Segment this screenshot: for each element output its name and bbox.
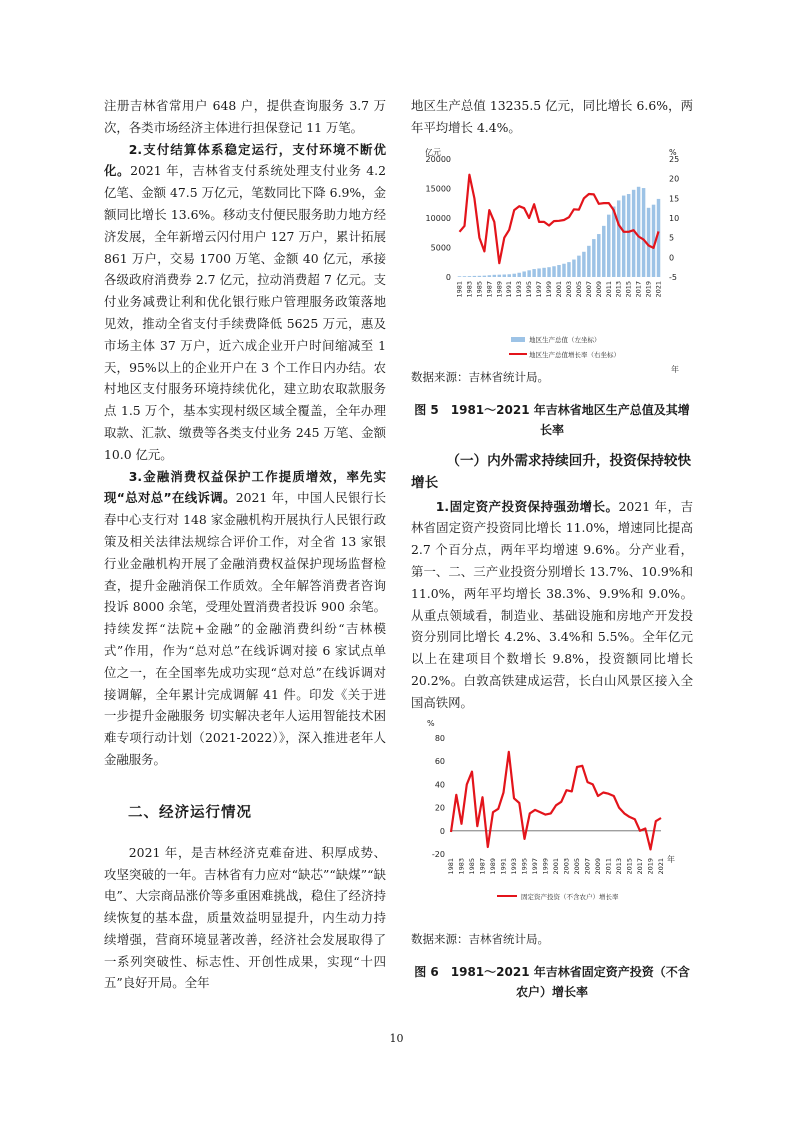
gdp-bar (637, 186, 640, 276)
body-investment: 2021 年，吉林省固定资产投资同比增长 11.0%，增速同比提高 2.7 个百分点，两年平均增速 9.6%。分产业看，第一、二、三产业投资分别增长 13.7%、10.9%和 11.0%，两年平均增长 38.3%、9.9%和 9.0%。从重点领域看，制造业、基础设施和房地产开发投资分别同比增长 4.2%、3.4%和 5.5%。全年亿元以上在建项目个数增长 9.8%，投资额同比增长 20.2%。白敦高铁建成运营，长白山风景区接入全国高铁网。 (411, 498, 693, 710)
x-tick-label: 1997 (531, 857, 539, 875)
x-tick-label: 2017 (636, 857, 644, 875)
x-tick-label: 2005 (573, 857, 581, 875)
gdp-bar (527, 270, 530, 277)
gdp-bar (587, 245, 590, 276)
x-axis-label: 年 (671, 364, 679, 374)
x-tick-label: 2021 (654, 280, 663, 298)
gdp-bar (517, 272, 520, 276)
investment-chart (411, 714, 693, 926)
gdp-bar (607, 214, 610, 276)
gdp-bar (642, 188, 645, 277)
y-tick-label: 40 (434, 779, 445, 789)
left-tick-label: 10000 (425, 213, 451, 223)
gdp-bar (557, 265, 560, 277)
x-tick-label: 2001 (555, 280, 563, 298)
gdp-bar (458, 276, 461, 277)
x-tick-label: 2009 (594, 280, 603, 298)
gdp-bar (473, 275, 476, 276)
gdp-bar (572, 259, 575, 276)
gdp-bar (617, 200, 620, 277)
x-tick-label: 1995 (520, 857, 529, 875)
left-column (104, 95, 386, 994)
x-tick-label: 2015 (624, 280, 633, 298)
x-tick-label: 2021 (657, 857, 665, 875)
x-tick-label: 1987 (478, 857, 487, 875)
paragraph-credit-registry: 注册吉林省常用户 648 户，提供查询服务 3.7 万次，各类市场经济主体进行担保登记 11 万笔。 (104, 98, 386, 135)
gdp-bar (597, 234, 600, 277)
gdp-bar (547, 267, 550, 277)
x-tick-label: 2013 (615, 857, 623, 875)
subheading-demand: （一）内外需求持续回升，投资保持较快增长 (411, 452, 692, 491)
x-tick-label: 2011 (604, 857, 613, 875)
right-tick-label: 5 (669, 233, 675, 243)
gdp-bar (602, 225, 605, 276)
paragraph-investment (411, 496, 693, 714)
x-tick-label: 2015 (625, 857, 634, 875)
right-tick-label: -5 (669, 272, 677, 282)
x-tick-label: 2003 (564, 280, 573, 298)
x-tick-label: 2019 (644, 280, 653, 298)
page-number: 10 (389, 1032, 404, 1045)
gdp-bar (463, 276, 466, 277)
figure-caption-6: 图 6 1981～2021 年吉林省固定资产投资（不含农户）增长率 (414, 964, 690, 999)
left-tick-label: 20000 (425, 154, 451, 164)
gdp-bar (567, 262, 570, 277)
legend-bar-swatch (511, 337, 525, 342)
right-tick-label: 25 (669, 154, 680, 164)
x-tick-label: 1993 (515, 280, 524, 298)
gdp-bar (542, 267, 545, 276)
x-tick-label: 2009 (594, 857, 602, 875)
source-note-2: 数据来源：吉林省统计局。 (411, 931, 549, 946)
gdp-bar (532, 269, 535, 277)
gdp-bar (582, 251, 585, 276)
x-tick-label: 2017 (634, 280, 643, 298)
gdp-bar (493, 274, 496, 276)
gdp-bar (627, 194, 630, 277)
legend-growth: 地区生产总值增长率（右坐标） (529, 350, 620, 359)
y-tick-label: 80 (434, 733, 445, 743)
x-tick-label: 2007 (583, 857, 592, 875)
gdp-bar (483, 275, 486, 276)
x-tick-label: 1991 (499, 857, 508, 875)
gdp-bar (512, 273, 515, 276)
left-tick-label: 0 (445, 272, 451, 282)
x-tick-label: 1997 (535, 280, 544, 298)
heading-consumer-protection: 3.金融消费权益保护工作提质增效，率先实现“总对总”在线诉调。 (104, 468, 386, 506)
x-tick-label: 2003 (562, 857, 571, 875)
x-tick-label: 1999 (541, 857, 550, 875)
gdp-bar (592, 239, 595, 277)
legend-investment: 固定资产投资（不含农户）增长率 (521, 892, 619, 901)
gdp-bar (478, 275, 481, 276)
x-tick-label: 2013 (614, 280, 623, 298)
x-tick-label: 1989 (495, 280, 504, 298)
gdp-bar (537, 268, 540, 277)
gdp-bar (522, 271, 525, 277)
gdp-bar (562, 263, 565, 276)
right-tick-label: 0 (669, 252, 675, 262)
y-axis-unit: % (427, 718, 435, 728)
gdp-bar (552, 266, 555, 277)
paragraph-economy-intro: 2021 年，是吉林经济克难奋进、积厚成势、攻坚突破的一年。吉林省有力应对“缺芯”“缺煤”“缺电”、大宗商品涨价等多重困难挑战，稳住了经济持续恢复的基本盘，质量效益明显提升，内生动力持续增强，营商环境显著改善，经济社会发展取得了一系列突破性、标志性、开创性成果，实现“十四五”良好开局。全年 (104, 844, 386, 991)
x-tick-label: 1999 (545, 280, 554, 298)
section-title-economy: 二、经济运行情况 (128, 804, 252, 821)
body-consumer-protection: 2021 年，中国人民银行长春中心支行对 148 家金融机构开展执行人民银行政策及相关法律法规综合评价工作，对全省 13 家银行业金融机构开展了金融消费权益保护现场监督检查，提升金融消保工作质效。全年解答消费者咨询投诉 8000 余笔，受理处置消费者投诉 900 余笔。持续发挥“法院+金融”的金融消费纠纷“吉林模式”作用，作为“总对总”在线诉调对接 6 家试点单位之一，在全国率先成功实现“总对总”在线诉调对接调解，全年累计完成调解 41 件。印发《关于进一步提升金融服务 切实解决老年人运用智能技术困难专项行动计划（2021-2022）》，深入推进老年人金融服务。 (104, 490, 386, 767)
x-tick-label: 2005 (574, 280, 583, 298)
y-tick-label: 60 (434, 756, 445, 766)
source-note-1: 数据来源：吉林省统计局。 (411, 369, 549, 384)
x-tick-label: 1985 (468, 857, 476, 875)
paragraph-gdp-continuation: 地区生产总值 13235.5 亿元，同比增长 6.6%，两年平均增长 4.4%。 (411, 98, 693, 135)
body-payment-system: 2021 年，吉林省支付系统处理支付业务 4.2 亿笔、金额 47.5 万亿元，笔数同比下降 6.9%，金额同比增长 13.6%。移动支付便民服务助力地方经济发展，全年新增云闪付用户 127 万户，累计拓展 861 万户，交易 1700 万笔、金额 40 亿元，承接各级政府消费券 2.7 亿元，拉动消费超 7 亿元。支付业务减费让利和优化银行账户管理服务政策落地见效，推动全省支付手续费降低 5625 万元，惠及市场主体 37 万户，近六成企业开户时间缩减至 1 天，95%以上的企业开户在 3 个工作日内办结。农村地区支付服务环境持续优化，建立助农取款服务点 1.5 万个，基本实现村级区域全覆盖，全年办理取款、汇款、缴费等各类支付业务 245 万笔、金额 10.0 亿元。 (104, 163, 386, 462)
left-tick-label: 5000 (430, 243, 451, 253)
left-axis-unit: 亿元 (425, 147, 441, 157)
legend-gdp: 地区生产总值（左坐标） (529, 335, 601, 344)
x-tick-label: 2019 (646, 857, 655, 875)
y-tick-label: 20 (434, 803, 445, 813)
right-axis-unit: % (669, 147, 677, 157)
x-tick-label: 1981 (447, 857, 455, 875)
x-tick-label: 2001 (552, 857, 560, 875)
x-tick-label: 1989 (489, 857, 497, 875)
x-tick-label: 1991 (505, 280, 514, 298)
gdp-bar (508, 274, 511, 277)
gdp-bar (503, 274, 506, 277)
investment-growth-line (451, 751, 661, 849)
x-tick-label: 1983 (457, 857, 466, 875)
gdp-bar (498, 274, 501, 276)
paragraph-consumer-protection (104, 466, 386, 771)
y-tick-label: -20 (431, 849, 445, 859)
right-tick-label: 20 (669, 174, 680, 184)
figure-caption-5: 图 5 1981～2021 年吉林省地区生产总值及其增长率 (414, 402, 690, 437)
x-tick-label: 1981 (455, 280, 464, 298)
x-tick-label: 1985 (475, 280, 484, 298)
x-axis-label-2: 年 (667, 854, 675, 864)
right-column (411, 95, 693, 1012)
x-tick-label: 1987 (485, 280, 494, 298)
x-tick-label: 2007 (584, 280, 593, 298)
x-tick-label: 1995 (525, 280, 534, 298)
x-tick-label: 2011 (604, 280, 613, 298)
right-tick-label: 10 (669, 213, 680, 223)
y-tick-label: 0 (439, 826, 445, 836)
gdp-chart (411, 139, 693, 374)
heading-payment-system: 2.支付结算体系稳定运行，支付环境不断优化。 (104, 141, 386, 179)
gdp-bar (488, 275, 491, 277)
right-tick-label: 15 (669, 193, 680, 203)
gdp-bar (622, 195, 625, 276)
paragraph-payment-system (104, 139, 386, 466)
gdp-bar (468, 276, 471, 277)
x-tick-label: 1993 (510, 857, 518, 875)
left-tick-label: 15000 (425, 184, 451, 194)
heading-investment: 1.固定资产投资保持强劲增长。 (435, 498, 619, 514)
gdp-bar (577, 255, 580, 276)
x-tick-label: 1983 (465, 280, 474, 298)
